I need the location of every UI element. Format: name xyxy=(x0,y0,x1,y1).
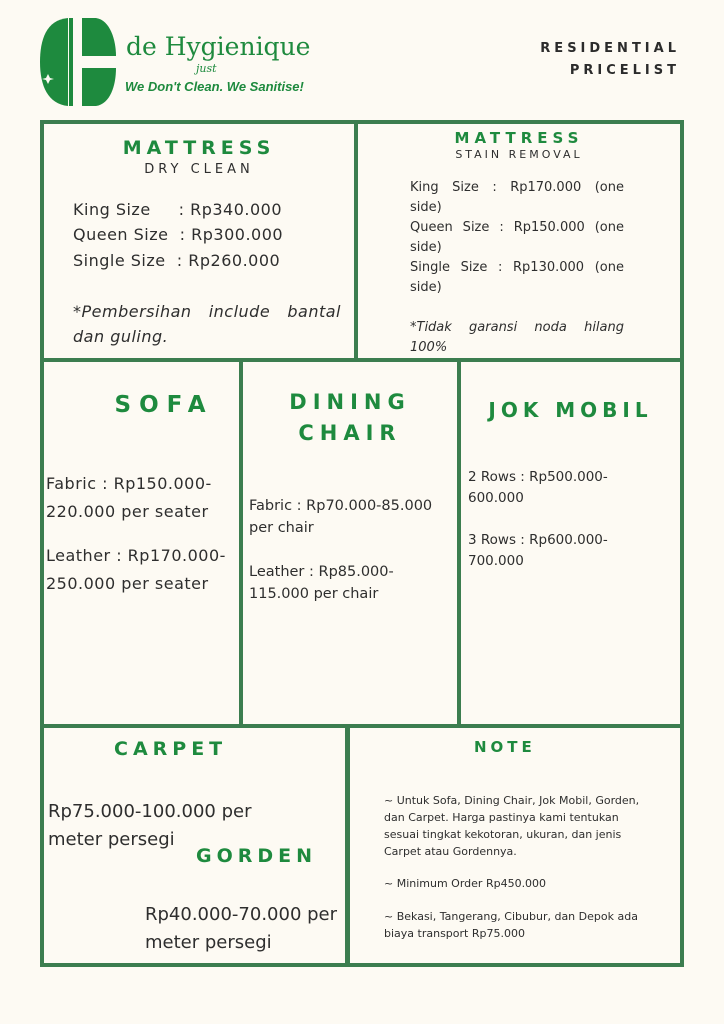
mattress-dry-title: MATTRESS xyxy=(122,137,276,159)
jok-mobil-card xyxy=(457,358,684,728)
dining-chair-fabric: Fabric : Rp70.000-85.000 per chair xyxy=(249,498,433,536)
mattress-stain-king: King Size : Rp170.000 (one side) xyxy=(410,180,624,215)
document-title-line1: RESIDENTIAL xyxy=(540,41,680,56)
brand-tagline: We Don't Clean. We Sanitise! xyxy=(125,79,304,94)
dining-chair-leather: Leather : Rp85.000-115.000 per chair xyxy=(249,564,394,602)
mattress-stain-single: Single Size : Rp130.000 (one side) xyxy=(410,260,624,295)
mattress-stain-card xyxy=(354,120,684,362)
gorden-price: Rp40.000-70.000 per meter persegi xyxy=(145,904,338,953)
mattress-dry-note: *Pembersihan include bantal dan guling. xyxy=(73,302,341,346)
sofa-title: SOFA xyxy=(114,392,214,418)
dining-chair-card xyxy=(239,358,461,728)
mattress-stain-queen: Queen Size : Rp150.000 (one side) xyxy=(410,220,624,255)
gorden-title: GORDEN xyxy=(196,845,318,867)
mattress-stain-subtitle: STAIN REMOVAL xyxy=(455,148,583,161)
note-item-transport: ~ Bekasi, Tangerang, Cibubur, dan Depok ada biaya transport Rp75.000 xyxy=(384,910,638,940)
document-title-line2: PRICELIST xyxy=(569,63,680,78)
mattress-dry-subtitle: DRY CLEAN xyxy=(144,162,254,177)
jok-mobil-2rows: 2 Rows : Rp500.000-600.000 xyxy=(468,469,608,506)
mattress-dry-single: Single Size : Rp260.000 xyxy=(73,251,281,270)
dining-chair-title-line1: DINING xyxy=(289,390,411,414)
sofa-leather: Leather : Rp170.000-250.000 per seater xyxy=(46,546,226,593)
note-title: NOTE xyxy=(474,738,536,756)
note-item-sofa: ~ Untuk Sofa, Dining Chair, Jok Mobil, Gorden, dan Carpet. Harga pastinya kami tentukan sesuai tingkat kekotoran, ukuran, dan jenis Carpet atau Gordennya. xyxy=(384,794,640,858)
jok-mobil-title: JOK MOBIL xyxy=(488,398,653,422)
brand-name: de Hygienique xyxy=(126,32,311,61)
document-title xyxy=(540,38,680,82)
carpet-price: Rp75.000-100.000 per meter persegi xyxy=(48,801,252,850)
mattress-stain-title: MATTRESS xyxy=(454,129,584,147)
mattress-dry-queen: Queen Size : Rp300.000 xyxy=(73,225,284,244)
brand-just: just xyxy=(196,62,217,75)
dining-chair-title-line2: CHAIR xyxy=(298,421,402,445)
jok-mobil-3rows: 3 Rows : Rp600.000-700.000 xyxy=(468,532,608,569)
sofa-fabric: Fabric : Rp150.000-220.000 per seater xyxy=(46,474,212,521)
note-item-minimum-order: ~ Minimum Order Rp450.000 xyxy=(384,877,547,890)
sofa-card xyxy=(40,358,243,728)
brand-logo-icon xyxy=(38,16,118,108)
mattress-dry-clean-card xyxy=(40,120,358,362)
carpet-title: CARPET xyxy=(114,738,228,760)
note-card xyxy=(345,724,684,967)
mattress-stain-note: *Tidak garansi noda hilang 100% xyxy=(410,320,624,355)
carpet-gorden-card xyxy=(40,724,350,967)
mattress-dry-king: King Size : Rp340.000 xyxy=(73,200,283,219)
